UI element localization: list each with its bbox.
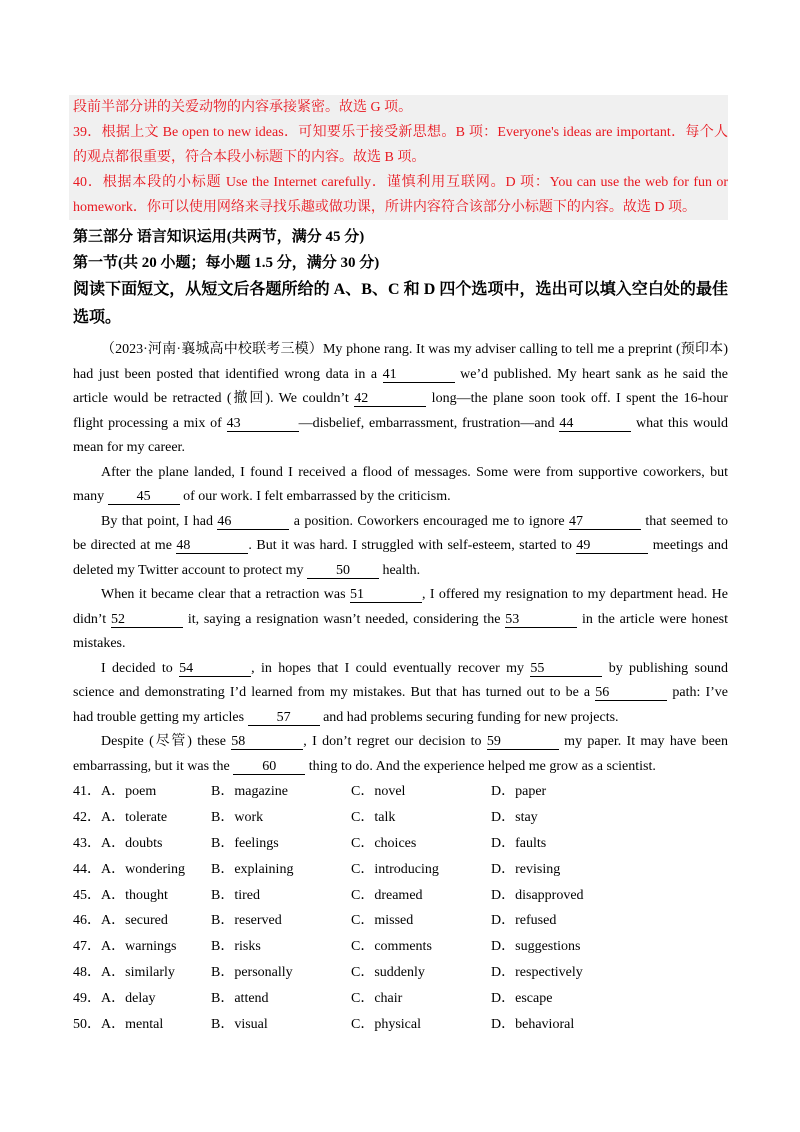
question-number: 45． [73,887,101,903]
analysis-line-4: 40．根据本段的小标题 Use the Internet carefully．谨慎利用互联网。D 项：You can use the web for fun or [73,175,728,190]
passage-text: meetings and [648,538,728,553]
option-text: physical [374,1017,421,1033]
option-b [211,1012,351,1038]
option-letter: B． [211,861,235,877]
option-letter: C． [351,809,375,825]
question-number: 44． [73,861,101,877]
passage-line [73,681,728,706]
option-c [351,805,491,831]
option-text: work [234,809,264,825]
option-d [491,805,651,831]
passage-line [73,461,728,486]
question-44-options [73,857,728,883]
option-text: comments [374,939,432,955]
option-text: wondering [125,861,186,877]
blank-53: 53 [505,613,577,628]
passage-line [73,608,728,633]
passage-text: I decided to [101,660,180,676]
section-header [73,224,728,331]
blank-59: 59 [487,735,559,750]
option-letter: C． [351,991,375,1007]
option-d [491,960,651,986]
option-text: tolerate [125,809,168,825]
passage-line [73,412,728,437]
passage-text: mistakes. [73,636,126,651]
option-text: thought [125,887,168,903]
option-a [73,960,211,986]
question-43-options [73,831,728,857]
passage-line [73,730,728,755]
passage-line [73,755,728,780]
question-46-options [73,908,728,934]
passage-line [73,534,728,559]
option-letter: B． [211,991,235,1007]
passage-text: we’d published. My heart sank as he said the [454,366,728,382]
option-text: delay [125,991,156,1007]
option-a [73,883,211,909]
option-text: reserved [234,913,282,929]
option-text: choices [374,835,417,851]
option-c [351,934,491,960]
option-letter: A． [101,913,126,929]
answer-options [73,779,728,1038]
option-letter: C． [351,861,375,877]
option-text: risks [234,939,261,955]
passage-line [73,363,728,388]
option-a [73,779,211,805]
option-letter: A． [101,809,126,825]
option-b [211,779,351,805]
option-letter: D． [491,809,516,825]
option-letter: D． [491,835,516,851]
option-c [351,1012,491,1038]
question-42-options [73,805,728,831]
blank-57: 57 [248,711,320,726]
instructions-line-1: 阅读下面短文，从短文后各题所给的 A、B、C 和 D 四个选项中，选出可以填入空白处的最佳 [73,281,728,298]
analysis-line-3: 的观点都很重要，符合本段小标题下的内容。故选 B 项。 [73,150,426,165]
option-text: warnings [125,939,177,955]
passage-text: what this would [631,415,728,431]
passage-text: by publishing sound [602,660,728,676]
question-45-options [73,883,728,909]
blank-60: 60 [233,760,305,775]
option-letter: A． [101,991,126,1007]
passage-text: After the plane landed, I found I received a flood of messages. Some were from supportive coworkers, but [101,464,728,480]
option-a [73,1012,211,1038]
question-41-options [73,779,728,805]
passage-text: health. [378,562,421,578]
option-b [211,831,351,857]
passage-text: —disbelief, embarrassment, frustration—and [298,415,560,431]
option-text: faults [515,835,547,851]
blank-58: 58 [231,735,303,750]
option-letter: C． [351,887,375,903]
option-c [351,908,491,934]
passage-text: long—the plane soon took off. I spent the 16-hour [426,391,728,406]
question-number: 41． [73,784,101,799]
paragraph-6 [73,730,728,779]
passage-line [73,436,728,461]
passage-text: a position. Coworkers encouraged me to ignore [289,513,569,529]
blank-45: 45 [108,490,180,505]
option-letter: B． [211,913,235,929]
passage-line [73,632,728,657]
option-letter: A． [101,887,126,903]
option-letter: B． [211,1017,235,1033]
passage-line [73,583,728,608]
blank-50: 50 [307,564,379,579]
passage-text: and had problems securing funding for new projects. [319,709,619,725]
analysis-line-1: 段前半部分讲的关爱动物的内容承接紧密。故选 G 项。 [73,100,413,115]
blank-52: 52 [111,613,183,628]
passage-text: my paper. It may have been [558,734,728,749]
passage-text: thing to do. And the experience helped me grow as a scientist. [305,758,656,774]
option-text: dreamed [374,887,423,903]
option-letter: A． [101,939,126,955]
option-a [73,934,211,960]
option-text: doubts [125,835,163,851]
blank-51: 51 [350,588,422,603]
option-letter: B． [211,809,235,825]
question-number: 49． [73,991,101,1007]
passage-text: Despite (尽管) these [101,734,232,749]
passage-text: path: I’ve [667,685,728,700]
option-text: novel [374,784,406,799]
option-letter: A． [101,861,126,877]
option-letter: C． [351,784,375,799]
option-text: chair [374,991,403,1007]
option-b [211,986,351,1012]
option-text: suggestions [515,939,581,955]
option-letter: D． [491,965,516,981]
option-c [351,986,491,1012]
option-text: suddenly [374,965,425,981]
cloze-passage [73,338,728,779]
option-d [491,883,651,909]
option-letter: D． [491,887,516,903]
option-text: missed [374,913,414,929]
option-letter: B． [211,784,235,799]
question-47-options [73,934,728,960]
option-letter: D． [491,939,516,955]
passage-text: of our work. I felt embarrassed by the criticism. [179,489,451,504]
passage-text: article would be retracted (撤回). We couldn’t [73,391,355,406]
option-a [73,831,211,857]
option-d [491,1012,651,1038]
option-letter: B． [211,965,235,981]
passage-text: science and demonstrating I’d learned from my mistakes. But that has turned out to be a [73,685,596,700]
option-a [73,908,211,934]
passage-text: embarrassing, but it was the [73,758,234,774]
passage-line [73,559,728,584]
option-text: paper [515,784,547,799]
option-text: talk [374,809,396,825]
option-d [491,986,651,1012]
option-letter: C． [351,1017,375,1033]
passage-text: deleted my Twitter account to protect my [73,562,307,578]
blank-46: 46 [217,515,289,530]
blank-54: 54 [179,662,251,677]
passage-text: in the article were honest [577,611,728,627]
option-text: secured [125,913,168,929]
question-50-options [73,1012,728,1038]
option-letter: C． [351,965,375,981]
option-text: tired [234,887,260,903]
option-letter: C． [351,913,375,929]
option-text: introducing [374,861,439,877]
option-a [73,805,211,831]
option-letter: D． [491,913,516,929]
passage-text: had trouble getting my articles [73,709,248,725]
option-b [211,805,351,831]
question-number: 42． [73,809,101,825]
option-c [351,883,491,909]
option-b [211,908,351,934]
option-d [491,831,651,857]
passage-text: many [73,489,108,504]
passage-text: , in hopes that I could eventually recover my [251,660,531,676]
paragraph-4 [73,583,728,657]
option-text: similarly [125,965,175,981]
passage-text: , I offered my resignation to my department head. He [421,587,728,602]
question-number: 46． [73,913,101,929]
blank-56: 56 [595,686,667,701]
option-text: visual [234,1017,268,1033]
option-letter: D． [491,861,516,877]
option-c [351,857,491,883]
paragraph-5 [73,657,728,731]
question-48-options [73,960,728,986]
option-text: attend [234,991,269,1007]
option-a [73,857,211,883]
passage-text: , I don’t regret our decision to [303,734,487,749]
option-b [211,960,351,986]
option-c [351,960,491,986]
paragraph-2 [73,461,728,510]
option-text: mental [125,1017,164,1033]
paragraph-3 [73,510,728,584]
option-letter: B． [211,939,235,955]
option-text: escape [515,991,553,1007]
question-number: 47． [73,939,101,955]
option-d [491,908,651,934]
question-number: 43． [73,835,101,851]
option-text: behavioral [515,1017,575,1033]
passage-text: When it became clear that a retraction was [101,587,350,602]
passage-text: flight processing a mix of [73,415,227,431]
option-a [73,986,211,1012]
answer-analysis-box [69,95,728,220]
question-49-options [73,986,728,1012]
section-subtitle: 第一节(共 20 小题；每小题 1.5 分，满分 30 分) [73,255,380,271]
option-letter: A． [101,835,126,851]
option-d [491,934,651,960]
option-b [211,934,351,960]
option-letter: A． [101,965,126,981]
paragraph-1 [73,338,728,461]
passage-line [73,387,728,412]
option-text: stay [515,809,538,825]
option-letter: D． [491,1017,516,1033]
passage-text: . But it was hard. I struggled with self-esteem, started to [248,538,577,553]
passage-line [73,706,728,731]
option-b [211,857,351,883]
blank-42: 42 [354,392,426,407]
option-text: disapproved [515,887,584,903]
option-c [351,779,491,805]
analysis-line-2: 39．根据上文 Be open to new ideas．可知要乐于接受新思想。B 项：Everyone's ideas are important．每个人 [73,125,728,140]
passage-line [73,510,728,535]
option-letter: C． [351,835,375,851]
option-text: explaining [234,861,294,877]
blank-44: 44 [559,417,631,432]
option-letter: A． [101,1017,126,1033]
passage-text: By that point, I had [101,513,218,529]
passage-text: （2023·河南·襄城高中校联考三模）My phone rang. It was my adviser calling to tell me a preprint (预印本) [101,342,728,357]
option-c [351,831,491,857]
option-letter: B． [211,835,235,851]
option-text: magazine [234,784,288,799]
passage-text: that seemed to [640,513,728,529]
option-letter: C． [351,939,375,955]
passage-text: had just been posted that identified wrong data in a [73,366,383,382]
option-text: refused [515,913,557,929]
question-number: 48． [73,965,101,981]
option-b [211,883,351,909]
blank-55: 55 [530,662,602,677]
passage-text: it, saying a resignation wasn’t needed, considering the [183,611,506,627]
section-title: 第三部分 语言知识运用(共两节，满分 45 分) [73,229,365,245]
passage-text: didn’t [73,611,112,627]
option-d [491,857,651,883]
option-text: poem [125,784,157,799]
question-number: 50． [73,1017,101,1033]
option-text: feelings [234,835,279,851]
blank-49: 49 [576,539,648,554]
option-text: revising [515,861,561,877]
analysis-line-5: homework．你可以使用网络来寻找乐趣或做功课，所讲内容符合该部分小标题下的内容。故选 D 项。 [73,200,696,215]
option-letter: D． [491,991,516,1007]
option-letter: A． [101,784,126,799]
option-d [491,779,651,805]
option-text: personally [234,965,293,981]
blank-48: 48 [176,539,248,554]
blank-41: 41 [383,368,455,383]
passage-line [73,657,728,682]
blank-47: 47 [569,515,641,530]
passage-line [73,338,728,363]
passage-text: mean for my career. [73,440,185,455]
passage-text: be directed at me [73,538,177,553]
option-letter: D． [491,784,516,799]
option-letter: B． [211,887,235,903]
instructions-line-2: 选项。 [73,309,122,326]
blank-43: 43 [227,417,299,432]
passage-line [73,485,728,510]
option-text: respectively [515,965,583,981]
